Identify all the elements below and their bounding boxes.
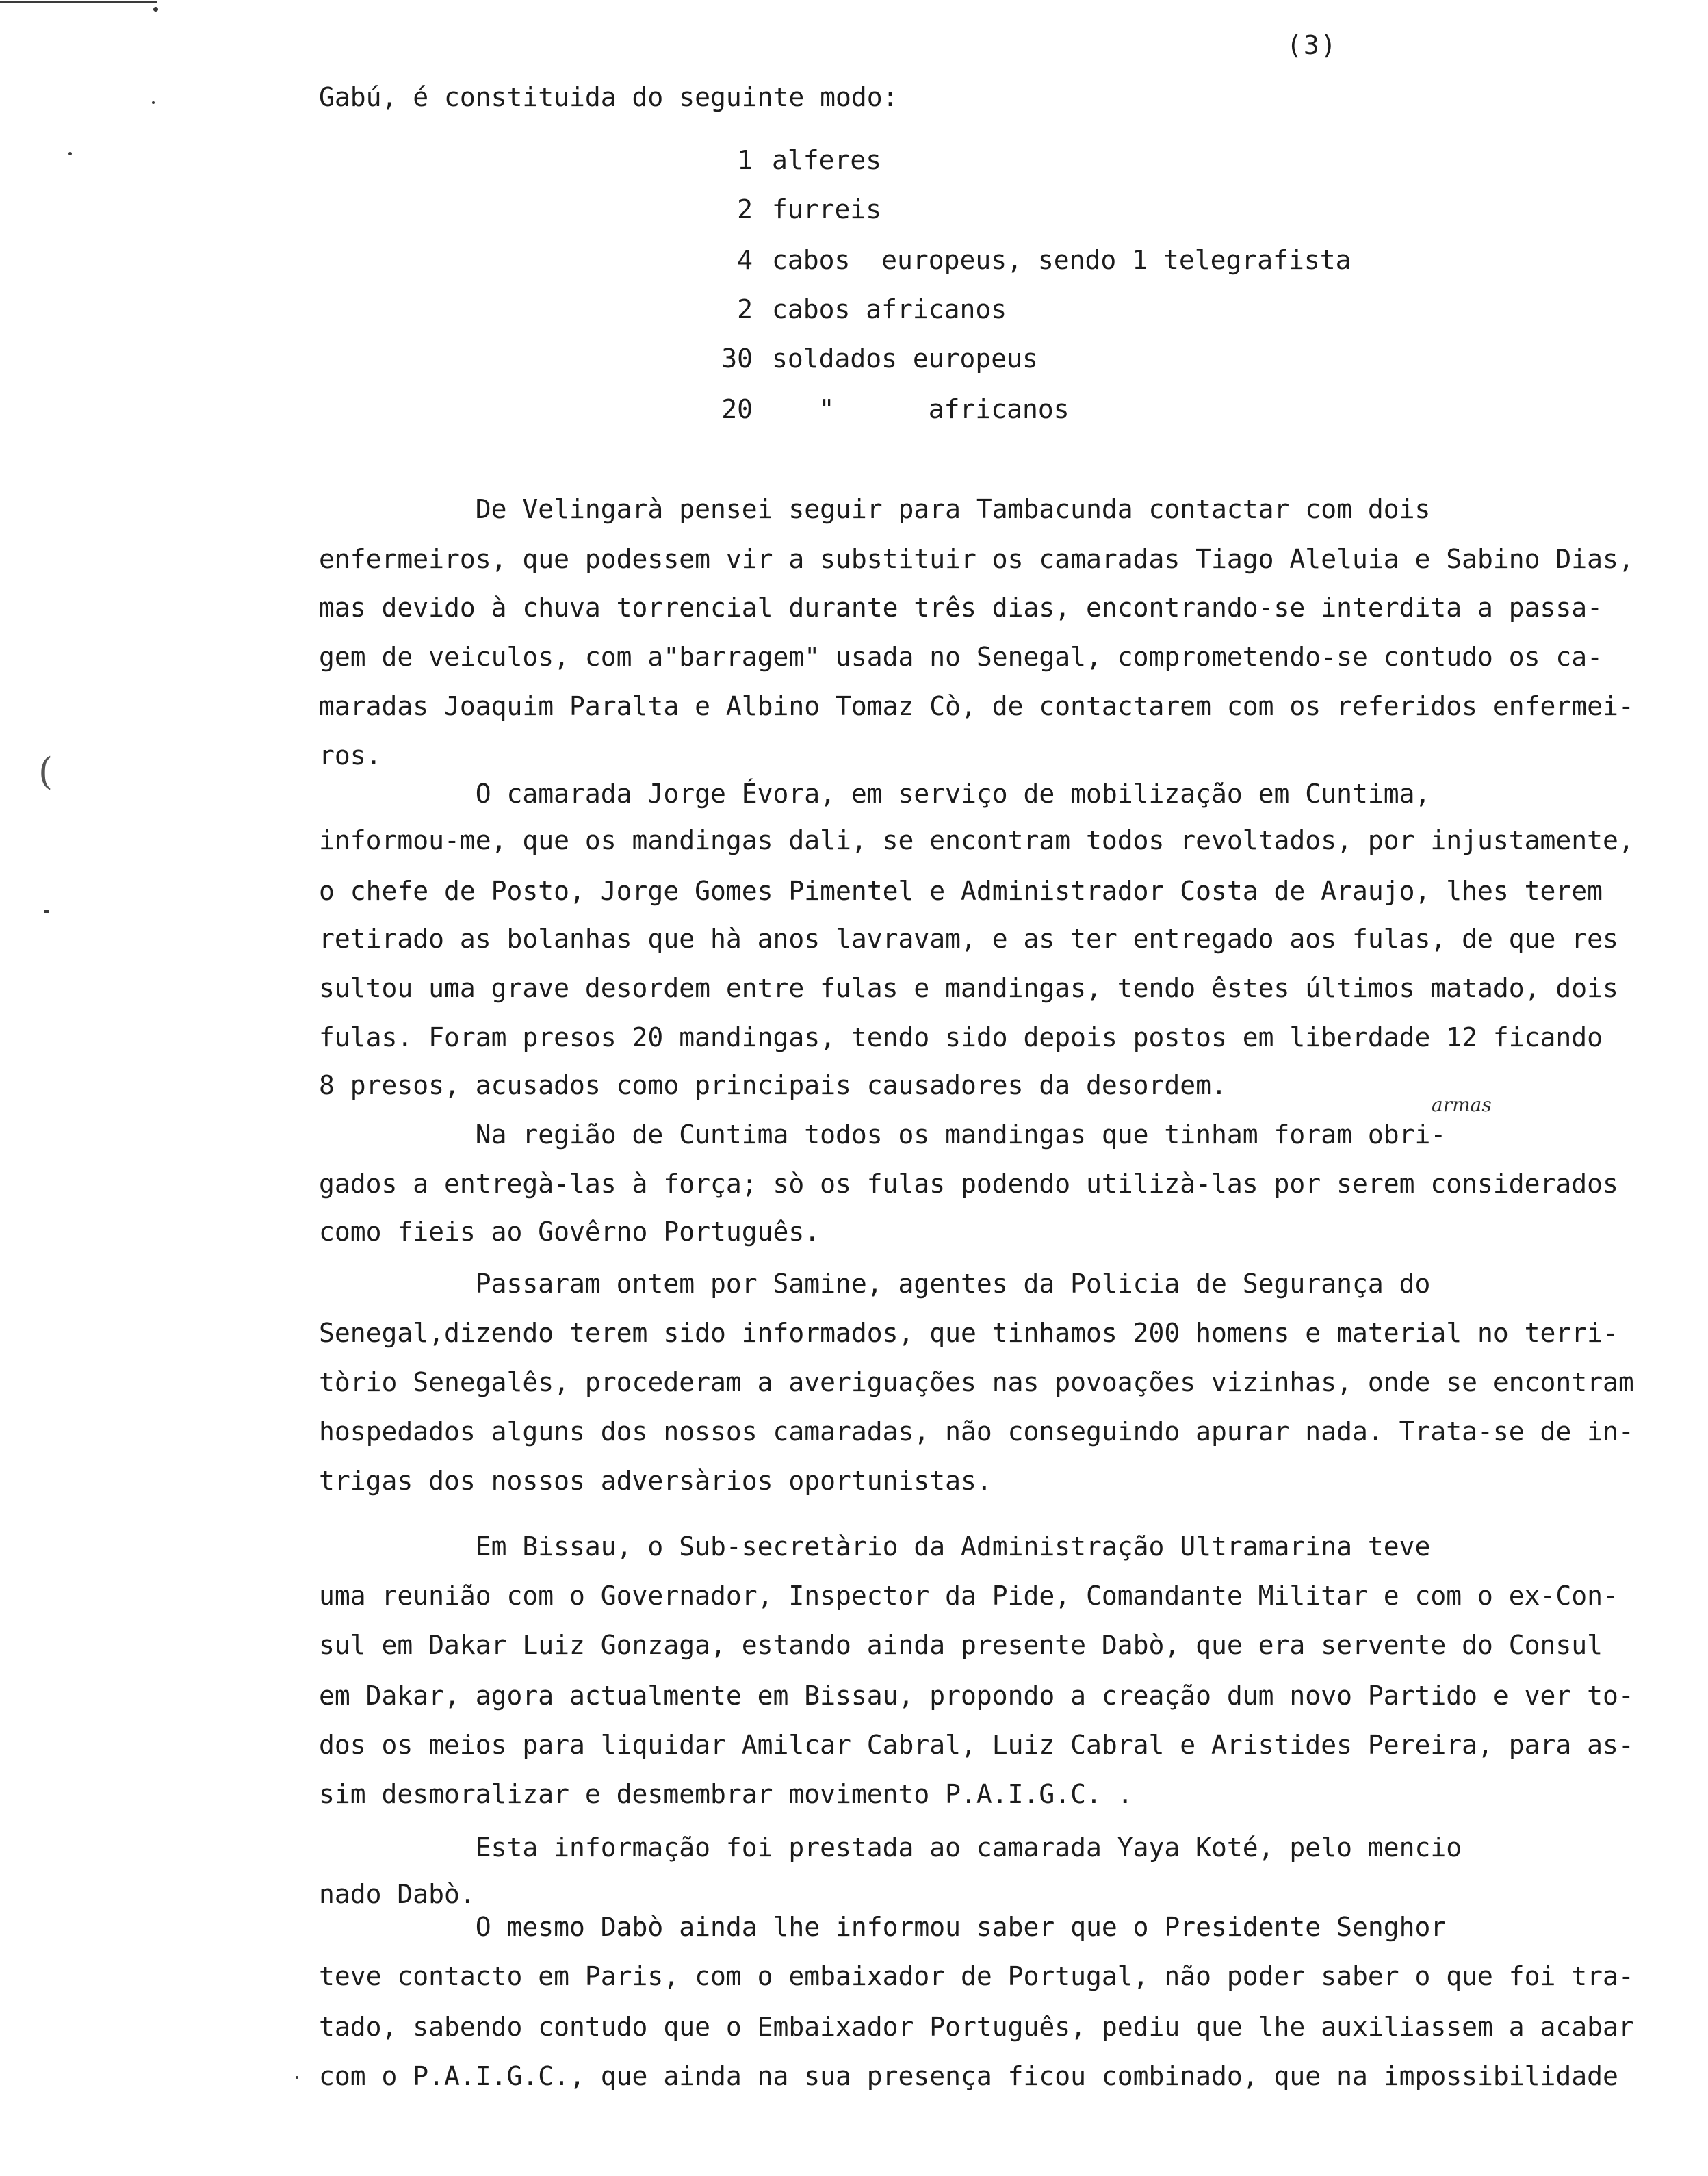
roster-qty: 30: [721, 344, 753, 374]
body-line: gados a entregà-las à força; sò os fulas podendo utilizà-las por serem considerados: [319, 1169, 1618, 1199]
body-line: gem de veiculos, com a"barragem" usada no Senegal, comprometendo-se contudo os ca-: [319, 642, 1603, 672]
body-line: dos os meios para liquidar Amilcar Cabral, Luiz Cabral e Aristides Pereira, para as-: [319, 1730, 1634, 1760]
scan-dot: [152, 101, 155, 104]
body-line: Senegal,dizendo terem sido informados, que tinhamos 200 homens e material no terri-: [319, 1318, 1618, 1348]
scan-edge-line: [0, 1, 157, 3]
body-line: De Velingarà pensei seguir para Tambacunda contactar com dois: [319, 494, 1431, 524]
body-line: Na região de Cuntima todos os mandingas que tinham foram obri-: [319, 1119, 1447, 1150]
body-line: tòrio Senegalês, procederam a averiguações nas povoações vizinhas, onde se encontram: [319, 1367, 1634, 1397]
body-line: O camarada Jorge Évora, em serviço de mobilização em Cuntima,: [319, 779, 1431, 809]
scan-dot: [153, 7, 158, 12]
body-line: Em Bissau, o Sub-secretàrio da Administração Ultramarina teve: [319, 1531, 1431, 1562]
roster-qty: 2: [737, 294, 753, 324]
body-line: em Dakar, agora actualmente em Bissau, propondo a creação dum novo Partido e ver to-: [319, 1681, 1634, 1711]
margin-mark: (: [38, 750, 53, 793]
body-line: retirado as bolanhas que hà anos lavravam, e as ter entregado aos fulas, de que res: [319, 924, 1618, 954]
opening-line: Gabú, é constituida do seguinte modo:: [319, 82, 898, 112]
body-line: como fieis ao Govêrno Português.: [319, 1217, 820, 1247]
body-line: sultou uma grave desordem entre fulas e mandingas, tendo êstes últimos matado, dois: [319, 973, 1618, 1003]
roster-qty: 2: [737, 194, 753, 224]
body-line: fulas. Foram presos 20 mandingas, tendo sido depois postos em liberdade 12 ficando: [319, 1022, 1603, 1052]
body-line: teve contacto em Paris, com o embaixador de Portugal, não poder saber o que foi tra-: [319, 1961, 1634, 1991]
body-line: enfermeiros, que podessem vir a substituir os camaradas Tiago Aleluia e Sabino Dias,: [319, 544, 1634, 574]
roster-desc: cabos europeus, sendo 1 telegrafista: [772, 245, 1351, 275]
body-line: Esta informação foi prestada ao camarada Yaya Koté, pelo mencio: [319, 1832, 1462, 1863]
body-line: 8 presos, acusados como principais causadores da desordem.: [319, 1070, 1227, 1100]
scan-dot: [296, 2076, 298, 2079]
body-line: nado Dabò.: [319, 1879, 476, 1909]
body-line: informou-me, que os mandingas dali, se encontram todos revoltados, por injustamente,: [319, 825, 1634, 855]
page-number: (3): [1286, 30, 1338, 60]
roster-desc: " africanos: [772, 394, 1070, 424]
body-line: com o P.A.I.G.C., que ainda na sua presença ficou combinado, que na impossibilidade: [319, 2061, 1618, 2091]
body-line: Passaram ontem por Samine, agentes da Policia de Segurança do: [319, 1269, 1431, 1299]
roster-qty: 20: [721, 394, 753, 424]
roster-desc: alferes: [772, 145, 882, 175]
scan-dot: [68, 152, 72, 155]
body-line: mas devido à chuva torrencial durante três dias, encontrando-se interdita a passa-: [319, 593, 1603, 623]
body-line: sul em Dakar Luiz Gonzaga, estando ainda presente Dabò, que era servente do Consul: [319, 1630, 1603, 1660]
body-line: ros.: [319, 740, 382, 770]
roster-desc: cabos africanos: [772, 294, 1007, 324]
handwritten-insert: armas: [1432, 1093, 1492, 1116]
body-line: o chefe de Posto, Jorge Gomes Pimentel e Administrador Costa de Araujo, lhes terem: [319, 876, 1603, 906]
roster-desc: furreis: [772, 194, 882, 224]
body-line: uma reunião com o Governador, Inspector da Pide, Comandante Militar e com o ex-Con-: [319, 1581, 1618, 1611]
body-line: maradas Joaquim Paralta e Albino Tomaz Cò, de contactarem com os referidos enfermei-: [319, 691, 1634, 721]
roster-desc: soldados europeus: [772, 344, 1038, 374]
roster-qty: 4: [737, 245, 753, 275]
body-line: tado, sabendo contudo que o Embaixador Português, pediu que lhe auxiliassem a acabar: [319, 2012, 1634, 2042]
body-line: trigas dos nossos adversàrios oportunistas.: [319, 1466, 992, 1496]
scan-dot: [44, 910, 49, 913]
body-line: sim desmoralizar e desmembrar movimento P.A.I.G.C. .: [319, 1779, 1133, 1809]
roster-qty: 1: [737, 145, 753, 175]
body-line: O mesmo Dabò ainda lhe informou saber que o Presidente Senghor: [319, 1912, 1447, 1942]
body-line: hospedados alguns dos nossos camaradas, não conseguindo apurar nada. Trata-se de in-: [319, 1416, 1634, 1447]
